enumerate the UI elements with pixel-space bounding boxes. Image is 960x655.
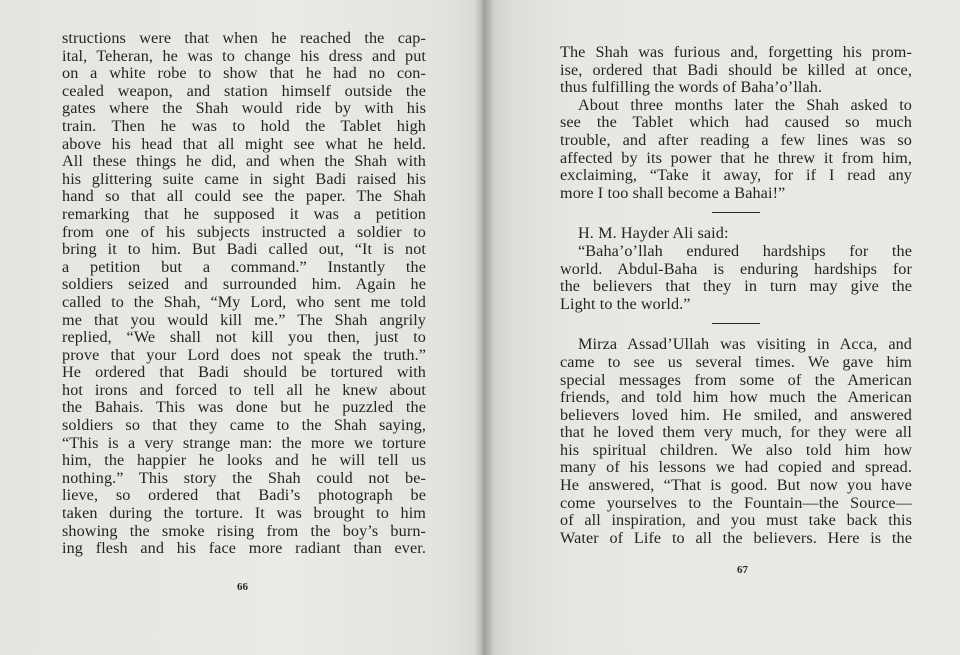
text-line: nothing.” This story the Shah could not be- bbox=[62, 468, 426, 487]
text-line: structions were that when he reached the cap- bbox=[62, 29, 426, 47]
text-line: lieve, so ordered that Badi’s photograph be bbox=[62, 486, 426, 505]
text-line: exclaiming, “Take it away, for if I read any bbox=[560, 166, 912, 185]
text-line: bring it to him. But Badi called out, “It is not bbox=[62, 240, 426, 259]
text-line: cealed weapon, and station himself outside the bbox=[62, 81, 426, 100]
text-line: prove that your Lord does not speak the truth.” bbox=[62, 345, 426, 364]
text-line: The Shah was furious and, forgetting his prom- bbox=[560, 43, 912, 61]
text-line: “Baha’o’llah endured hardships for the bbox=[578, 241, 912, 260]
text-line: on a white robe to show that he had no con- bbox=[62, 64, 426, 83]
text-line: many of his lessons we had copied and spread. bbox=[560, 458, 912, 477]
text-line: He ordered that Badi should be tortured with bbox=[62, 363, 426, 382]
text-line: me that you would kill me.” The Shah angrily bbox=[62, 310, 426, 329]
right-page-text bbox=[560, 44, 912, 547]
text-line: friends, and told him how much the American bbox=[560, 388, 912, 407]
section-divider bbox=[712, 212, 760, 213]
text-line: ital, Teheran, he was to change his dress and put bbox=[62, 46, 426, 65]
text-line: Light to the world.” bbox=[560, 294, 691, 313]
text-line: special messages from some of the American bbox=[560, 370, 912, 389]
text-line: gates where the Shah would ride by with his bbox=[62, 99, 426, 118]
text-line: taken during the torture. It was brought to him bbox=[62, 504, 426, 523]
text-line: a petition but a command.” Instantly the bbox=[62, 257, 426, 276]
text-line: Water of Life to all the believers. Here is the bbox=[560, 528, 912, 547]
text-line: hot irons and forced to tell all he knew about bbox=[62, 380, 426, 399]
page-number-left: 66 bbox=[237, 581, 248, 593]
text-line: come yourselves to the Fountain—the Source— bbox=[560, 493, 912, 512]
text-line: thus fulfilling the words of Baha’o’llah. bbox=[560, 78, 823, 97]
text-line: Mirza Assad’Ullah was visiting in Acca, and bbox=[578, 335, 912, 354]
text-line: the believers that they in turn may give the bbox=[560, 277, 912, 296]
text-line: trouble, and after reading a few lines was so bbox=[560, 130, 912, 149]
speaker-heading: H. M. Hayder Ali said: bbox=[578, 224, 729, 243]
text-line: his glittering suite came in sight Badi raised his bbox=[62, 169, 426, 188]
text-line: believers loved him. He smiled, and answered bbox=[560, 405, 912, 424]
left-page-text bbox=[62, 30, 426, 558]
text-line: the Bahais. This was done but he puzzled the bbox=[62, 398, 426, 417]
text-line: more I too shall become a Bahai!” bbox=[560, 183, 786, 202]
text-line: hand so that all could see the paper. The Shah bbox=[62, 187, 426, 206]
text-line: replied, “We shall not kill you then, just to bbox=[62, 328, 426, 347]
text-line: ise, ordered that Badi should be killed at once, bbox=[560, 60, 912, 79]
text-line: About three months later the Shah asked to bbox=[578, 95, 912, 114]
text-line: of all inspiration, and you must take back this bbox=[560, 511, 912, 530]
text-line: his spiritual children. We also told him how bbox=[560, 440, 912, 459]
text-line: called to the Shah, “My Lord, who sent me told bbox=[62, 292, 426, 311]
text-line: above his head that all might see what he held. bbox=[62, 134, 426, 153]
text-line: that he loved them very much, for they were all bbox=[560, 423, 912, 442]
page-number-right: 67 bbox=[737, 564, 748, 576]
text-line: him, the happier he looks and he will tell us bbox=[62, 451, 426, 470]
text-line: He answered, “That is good. But now you have bbox=[560, 476, 912, 495]
text-line: showing the smoke rising from the boy’s burn- bbox=[62, 521, 426, 540]
text-line: came to see us several times. We gave him bbox=[560, 352, 912, 371]
text-line: All these things he did, and when the Shah with bbox=[62, 152, 426, 171]
text-line: ing flesh and his face more radiant than ever. bbox=[62, 539, 426, 558]
book-gutter bbox=[474, 0, 494, 655]
text-line: train. Then he was to hold the Tablet high bbox=[62, 116, 426, 135]
text-line: world. Abdul-Baha is enduring hardships for bbox=[560, 259, 912, 278]
section-divider bbox=[712, 323, 760, 324]
text-line: “This is a very strange man: the more we torture bbox=[62, 433, 426, 452]
text-line: from one of his subjects instructed a soldier to bbox=[62, 222, 426, 241]
text-line: affected by its power that he threw it from him, bbox=[560, 148, 912, 167]
text-line: soldiers seized and surrounded him. Again he bbox=[62, 275, 426, 294]
text-line: remarking that he supposed it was a petition bbox=[62, 204, 426, 223]
text-line: soldiers so that they came to the Shah saying, bbox=[62, 416, 426, 435]
text-line: see the Tablet which had caused so much bbox=[560, 113, 912, 132]
